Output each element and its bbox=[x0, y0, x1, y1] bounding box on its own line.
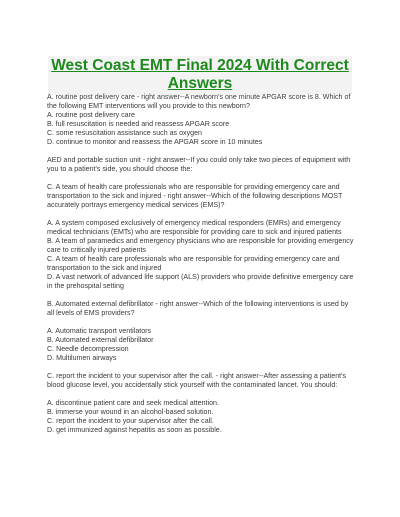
paragraph-gap bbox=[47, 390, 357, 399]
text-line: B. A team of paramedics and emergency physicians who are responsible for providing emergency care to critically injured patients bbox=[47, 237, 354, 254]
text-line: B. Automated external defibrillator bbox=[47, 336, 154, 344]
text-line: C. some resuscitation assistance such as oxygen bbox=[47, 129, 202, 137]
text-line: B. immerse your wound in an alcohol-based solution. bbox=[47, 408, 214, 416]
title-banner bbox=[48, 56, 352, 95]
text-line: A. Automatic transport ventilators bbox=[47, 327, 152, 335]
text-line: C. report the incident to your supervisor after the call. bbox=[47, 417, 214, 425]
document-body bbox=[47, 93, 357, 435]
paragraph-gap bbox=[47, 363, 357, 372]
text-line: D. Multilumen airways bbox=[47, 354, 117, 362]
text-line: C. A team of health care professionals who are responsible for providing emergency care and transportation to the sick and injured - right answer--Which of the following descriptions MOST accurately portrays emergency medical services (EMS)? bbox=[47, 183, 343, 209]
text-line: B. Automated external defibrillator - right answer--Which of the following interventions is used by all levels of EMS providers? bbox=[47, 300, 349, 317]
paragraph-gap bbox=[47, 174, 357, 183]
paragraph-gap bbox=[47, 210, 357, 219]
document-title: West Coast EMT Final 2024 With Correct Answers bbox=[51, 57, 349, 92]
text-line: C. report the incident to your supervisor after the call. - right answer--After assessing a patient's blood glucose level, you accidentally stick yourself with the contaminated lancet. You should: bbox=[47, 372, 347, 389]
text-line: C. Needle decompression bbox=[47, 345, 129, 353]
text-line: D. continue to monitor and reassess the APGAR score in 10 minutes bbox=[47, 138, 263, 146]
text-line: AED and portable suction unit - right answer--If you could only take two pieces of equipment with you to a patient's side, you should choose the: bbox=[47, 156, 351, 173]
paragraph-gap bbox=[47, 147, 357, 156]
text-line: B. full resuscitation is needed and reassess APGAR score bbox=[47, 120, 230, 128]
text-line: A. discontinue patient care and seek medical attention. bbox=[47, 399, 219, 407]
text-line: D. get immunized against hepatitis as soon as possible. bbox=[47, 426, 222, 434]
text-line: A. routine post delivery care - right answer--A newborn's one minute APGAR score is 8. Which of the following EMT interventions will you provide to this newborn? bbox=[47, 93, 351, 110]
paragraph-gap bbox=[47, 291, 357, 300]
paragraph-gap bbox=[47, 318, 357, 327]
text-line: C. A team of health care professionals who are responsible for providing emergency care and transportation to the sick and injured bbox=[47, 255, 340, 272]
text-line: A. A system composed exclusively of emergency medical responders (EMRs) and emergency medical technicians (EMTs) who are responsible for providing care to sick and injured patients bbox=[47, 219, 342, 236]
text-line: D. A vast network of advanced life support (ALS) providers who provide definitive emergency care in the prehospital setting bbox=[47, 273, 354, 290]
text-line: A. routine post delivery care bbox=[47, 111, 135, 119]
